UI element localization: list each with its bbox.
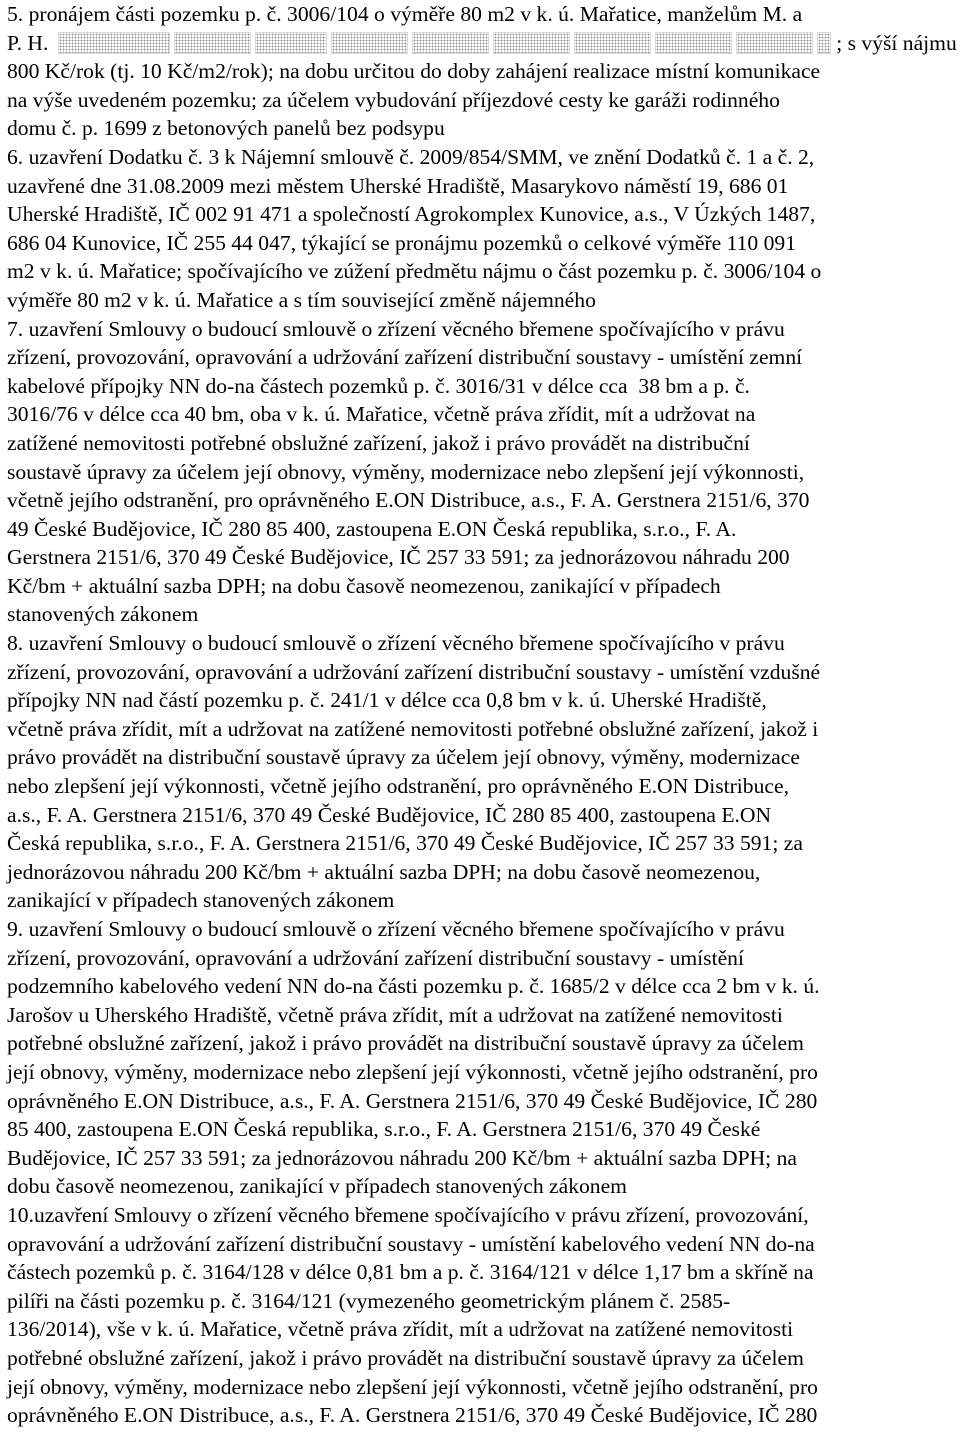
- text-fragment: P. H.: [7, 30, 49, 55]
- text-line: částech pozemků p. č. 3164/128 v délce 0,81 bm a p. č. 3164/121 v délce 1,17 bm a skříně na: [7, 1260, 814, 1285]
- text-line: jednorázovou náhradu 200 Kč/bm + aktuální sazba DPH; na dobu časově neomezenou,: [7, 859, 761, 884]
- text-line: opravování a udržování zařízení distribuční soustavy - umístění kabelového vedení NN do-na: [7, 1231, 815, 1256]
- redacted-block: [413, 33, 488, 53]
- text-line: 6. uzavření Dodatku č. 3 k Nájemní smlouvě č. 2009/854/SMM, ve znění Dodatků č. 1 a č. 2,: [7, 144, 815, 169]
- text-line: včetně jejího odstranění, pro oprávněného E.ON Distribuce, a.s., F. A. Gerstnera 2151/6, 370: [7, 488, 810, 513]
- text-line: oprávněného E.ON Distribuce, a.s., F. A. Gerstnera 2151/6, 370 49 České Budějovice, IČ 280: [7, 1403, 818, 1428]
- text-line: výměře 80 m2 v k. ú. Mařatice a s tím související změně nájemného: [7, 287, 596, 312]
- text-line: Uherské Hradiště, IČ 002 91 471 a společností Agrokomplex Kunovice, a.s., V Úzkých 1487,: [7, 202, 816, 227]
- text-line: zřízení, provozování, opravování a udržování zařízení distribuční soustavy - umístění zemní: [7, 345, 803, 370]
- text-line: m2 v k. ú. Mařatice; spočívajícího ve zúžení předmětu nájmu o část pozemku p. č. 3006/104 o: [7, 259, 822, 284]
- text-line: nebo zlepšení její výkonnosti, včetně jejího odstranění, pro oprávněného E.ON Distribuce,: [7, 774, 789, 799]
- text-line: zřízení, provozování, opravování a udržování zařízení distribuční soustavy - umístění: [7, 945, 744, 970]
- text-line: její obnovy, výměny, modernizace nebo zlepšení její výkonnosti, včetně jejího odstranění, pro: [7, 1374, 818, 1399]
- text-line: včetně práva zřídit, mít a udržovat na zatížené nemovitosti potřebné obslužné zařízení, jakož i: [7, 716, 819, 741]
- redacted-block: [59, 33, 169, 53]
- text-line: dobu časově neomezenou, zanikající v případech stanovených zákonem: [7, 1174, 627, 1199]
- text-line: 8. uzavření Smlouvy o budoucí smlouvě o zřízení věcného břemene spočívajícího v právu: [7, 631, 785, 656]
- text-line: Gerstnera 2151/6, 370 49 České Budějovice, IČ 257 33 591; za jednorázovou náhradu 200: [7, 545, 790, 570]
- text-line: stanovených zákonem: [7, 602, 199, 627]
- text-line: 3016/76 v délce cca 40 bm, oba v k. ú. Mařatice, včetně práva zřídit, mít a udržovat na: [7, 402, 756, 427]
- text-line: přípojky NN nad částí pozemku p. č. 241/1 v délce cca 0,8 bm v k. ú. Uherské Hradiště,: [7, 688, 767, 713]
- text-line: na výše uvedeném pozemku; za účelem vybudování příjezdové cesty ke garáži rodinného: [7, 87, 780, 112]
- redacted-block: [656, 33, 731, 53]
- text-line: 49 České Budějovice, IČ 280 85 400, zastoupena E.ON Česká republika, s.r.o., F. A.: [7, 516, 737, 541]
- text-line: pilíři na části pozemku p. č. 3164/121 (vymezeného geometrickým plánem č. 2585-: [7, 1288, 731, 1313]
- text-line: 85 400, zastoupena E.ON Česká republika, s.r.o., F. A. Gerstnera 2151/6, 370 49 České: [7, 1117, 761, 1142]
- text-line: 136/2014), vše v k. ú. Mařatice, včetně práva zřídit, mít a udržovat na zatížené nemovitosti: [7, 1317, 794, 1342]
- redacted-block: [256, 33, 326, 53]
- redacted-block: [175, 33, 250, 53]
- text-line: oprávněného E.ON Distribuce, a.s., F. A. Gerstnera 2151/6, 370 49 České Budějovice, IČ 280: [7, 1088, 818, 1113]
- document-page: [7, 0, 957, 1430]
- text-line: 5. pronájem části pozemku p. č. 3006/104 o výměře 80 m2 v k. ú. Mařatice, manželům M. a: [7, 2, 803, 26]
- text-line: 686 04 Kunovice, IČ 255 44 047, týkající se pronájmu pozemků o celkové výměře 110 091: [7, 230, 797, 255]
- text-line: a.s., F. A. Gerstnera 2151/6, 370 49 České Budějovice, IČ 280 85 400, zastoupena E.ON: [7, 802, 772, 827]
- text-line: zanikající v případech stanovených zákonem: [7, 888, 395, 913]
- text-line: potřebné obslužné zařízení, jakož i právo provádět na distribuční soustavě úpravy za účelem: [7, 1031, 804, 1056]
- text-line: její obnovy, výměny, modernizace nebo zlepšení její výkonnosti, včetně jejího odstranění, pro: [7, 1059, 818, 1084]
- text-line: soustavě úpravy za účelem její obnovy, výměny, modernizace nebo zlepšení její výkonnosti,: [7, 459, 805, 484]
- redacted-block: [737, 33, 812, 53]
- text-line: 7. uzavření Smlouvy o budoucí smlouvě o zřízení věcného břemene spočívajícího v právu: [7, 316, 785, 341]
- text-line: podzemního kabelového vedení NN do-na části pozemku p. č. 1685/2 v délce cca 2 bm v k. ú.: [7, 974, 820, 999]
- text-line: 9. uzavření Smlouvy o budoucí smlouvě o zřízení věcného břemene spočívajícího v právu: [7, 917, 785, 941]
- text-line: Jarošov u Uherského Hradiště, včetně práva zřídit, mít a udržovat na zatížené nemovitosti: [7, 1002, 783, 1027]
- text-line: 800 Kč/rok (tj. 10 Kč/m2/rok); na dobu určitou do doby zahájení realizace místní komunikace: [7, 59, 821, 84]
- text-line: uzavřené dne 31.08.2009 mezi městem Uherské Hradiště, Masarykovo náměstí 19, 686 01: [7, 173, 789, 198]
- redacted-block: [332, 33, 407, 53]
- text-line: 10.uzavření Smlouvy o zřízení věcného břemene spočívajícího v právu zřízení, provozování,: [7, 1202, 809, 1227]
- text-fragment: ; s výší nájmu: [836, 30, 957, 55]
- text-line: Budějovice, IČ 257 33 591; za jednorázovou náhradu 200 Kč/bm + aktuální sazba DPH; na: [7, 1145, 797, 1170]
- text-line: [7, 29, 957, 58]
- text-line: kabelové přípojky NN do-na částech pozemků p. č. 3016/31 v délce cca 38 bm a p. č.: [7, 373, 750, 398]
- text-line: právo provádět na distribuční soustavě úpravy za účelem její obnovy, výměny, modernizace: [7, 745, 800, 770]
- text-line: zatížené nemovitosti potřebné obslužné zařízení, jakož i právo provádět na distribuční: [7, 430, 750, 455]
- text-line: potřebné obslužné zařízení, jakož i právo provádět na distribuční soustavě úpravy za účelem: [7, 1345, 804, 1370]
- redacted-block: [575, 33, 650, 53]
- redacted-block: [818, 33, 830, 53]
- text-line: domu č. p. 1699 z betonových panelů bez podsypu: [7, 116, 445, 141]
- text-line: zřízení, provozování, opravování a udržování zařízení distribuční soustavy - umístění vzdušné: [7, 659, 821, 684]
- text-line: Česká republika, s.r.o., F. A. Gerstnera 2151/6, 370 49 České Budějovice, IČ 257 33 591; za: [7, 831, 803, 856]
- text-line: Kč/bm + aktuální sazba DPH; na dobu časově neomezenou, zanikající v případech: [7, 573, 721, 598]
- redacted-block: [494, 33, 569, 53]
